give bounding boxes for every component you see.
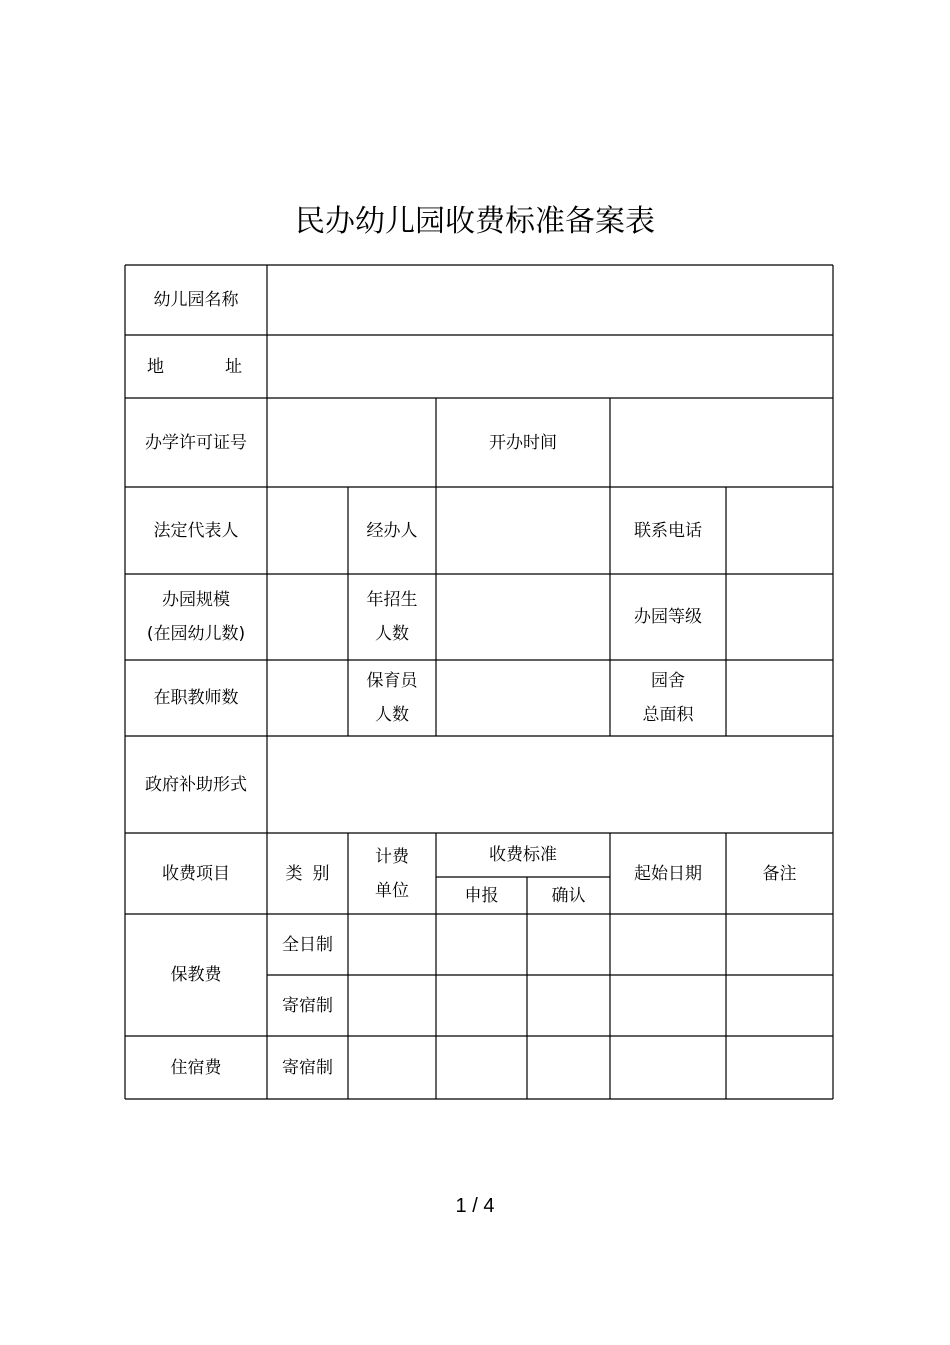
nurse-text-1: 保育员 [366, 671, 418, 691]
open-date-field[interactable] [610, 398, 833, 487]
fee-row-1-unit-field[interactable] [348, 914, 436, 975]
license-no-label [125, 398, 267, 487]
legal-rep-label [125, 487, 267, 574]
fee-category-char-2: 别 [312, 863, 330, 884]
fee-remark-text: 备注 [762, 863, 797, 884]
fee-row-2-confirm-field[interactable] [527, 975, 610, 1036]
teachers-label [125, 660, 267, 736]
fee-row-2-start-date-field[interactable] [610, 975, 726, 1036]
legal-rep-field[interactable] [267, 487, 348, 574]
fee-row-1-start-date-field[interactable] [610, 914, 726, 975]
fee-row-3-unit-field[interactable] [348, 1036, 436, 1099]
handler-label [348, 487, 436, 574]
fee-row-1-category-text: 全日制 [282, 934, 333, 955]
fee-confirm-text: 确认 [551, 885, 586, 906]
nurse-text-2: 人数 [375, 705, 409, 725]
fee-row-1-remark-field[interactable] [726, 914, 833, 975]
grade-field[interactable] [726, 574, 833, 660]
kindergarten-name-field[interactable] [267, 265, 833, 335]
fee-category-header [267, 833, 348, 914]
address-label-char-2: 址 [225, 356, 242, 377]
area-text-1: 园舍 [651, 671, 685, 691]
address-field[interactable] [267, 335, 833, 398]
fee-standard-header [436, 833, 610, 877]
scale-field[interactable] [267, 574, 348, 660]
fee-row-childcare-item [125, 914, 267, 1036]
fee-row-housing-item [125, 1036, 267, 1099]
phone-field[interactable] [726, 487, 833, 574]
fee-row-3-remark-field[interactable] [726, 1036, 833, 1099]
kindergarten-name-text: 幼儿园名称 [153, 290, 239, 310]
fee-row-2-category [267, 975, 348, 1036]
fee-row-housing-item-text: 住宿费 [170, 1057, 222, 1078]
subsidy-text: 政府补助形式 [145, 774, 247, 795]
fee-row-1-category [267, 914, 348, 975]
fee-start-date-text: 起始日期 [634, 863, 702, 884]
address-label [125, 335, 267, 398]
subsidy-label [125, 736, 267, 833]
grade-label [610, 574, 726, 660]
area-text-2: 总面积 [642, 705, 694, 725]
fee-standard-text: 收费标准 [489, 845, 557, 865]
enroll-text-1: 年招生 [366, 590, 418, 610]
fee-row-2-unit-field[interactable] [348, 975, 436, 1036]
fee-declare-text: 申报 [464, 885, 499, 906]
kindergarten-name-label [125, 265, 267, 335]
enroll-field[interactable] [436, 574, 610, 660]
fee-declare-header [436, 877, 527, 914]
license-no-field[interactable] [267, 398, 436, 487]
form-title: 民办幼儿园收费标准备案表 [295, 204, 655, 239]
fee-row-2-category-text: 寄宿制 [282, 995, 333, 1016]
page-number: 1 / 4 [455, 1195, 495, 1217]
fee-unit-text-2: 单位 [375, 880, 409, 901]
handler-field[interactable] [436, 487, 610, 574]
fee-confirm-header [527, 877, 610, 914]
fee-row-1-declare-field[interactable] [436, 914, 527, 975]
handler-text: 经办人 [366, 520, 418, 541]
teachers-field[interactable] [267, 660, 348, 736]
fee-item-header [125, 833, 267, 914]
fee-row-1-confirm-field[interactable] [527, 914, 610, 975]
nurse-field[interactable] [436, 660, 610, 736]
fee-row-3-category [267, 1036, 348, 1099]
fee-unit-text-1: 计费 [375, 846, 409, 867]
fee-category-char-1: 类 [285, 863, 303, 884]
fee-start-date-header [610, 833, 726, 914]
enroll-text-2: 人数 [375, 624, 409, 644]
teachers-text: 在职教师数 [153, 688, 239, 708]
grade-text: 办园等级 [634, 607, 702, 627]
fee-unit-header [348, 833, 436, 914]
license-no-text: 办学许可证号 [145, 432, 247, 453]
fee-row-2-declare-field[interactable] [436, 975, 527, 1036]
fee-item-header-text: 收费项目 [162, 863, 230, 884]
open-date-label [436, 398, 610, 487]
phone-text: 联系电话 [634, 520, 702, 541]
area-field[interactable] [726, 660, 833, 736]
nurse-label [348, 660, 436, 736]
area-label [610, 660, 726, 736]
fee-row-2-remark-field[interactable] [726, 975, 833, 1036]
fee-row-3-start-date-field[interactable] [610, 1036, 726, 1099]
scale-text-2: (在园幼儿数) [146, 624, 246, 644]
fee-remark-header [726, 833, 833, 914]
fee-row-childcare-item-text: 保教费 [170, 965, 222, 985]
fee-row-3-confirm-field[interactable] [527, 1036, 610, 1099]
fee-row-3-declare-field[interactable] [436, 1036, 527, 1099]
fee-row-3-category-text: 寄宿制 [282, 1057, 333, 1078]
legal-rep-text: 法定代表人 [153, 520, 239, 541]
scale-label [125, 574, 267, 660]
enroll-label [348, 574, 436, 660]
open-date-text: 开办时间 [489, 432, 557, 453]
address-label-char-1: 地 [147, 356, 164, 377]
subsidy-field[interactable] [267, 736, 833, 833]
phone-label [610, 487, 726, 574]
scale-text-1: 办园规模 [162, 590, 230, 610]
